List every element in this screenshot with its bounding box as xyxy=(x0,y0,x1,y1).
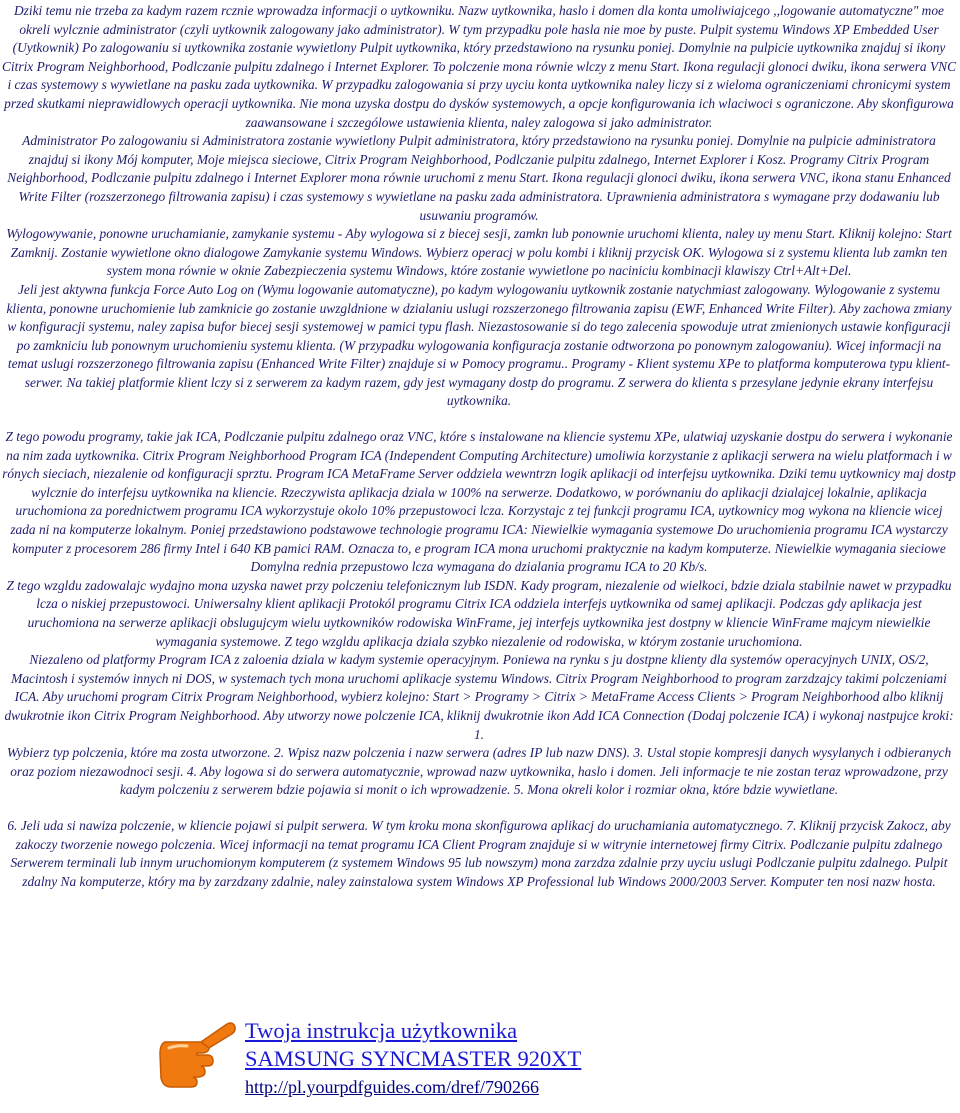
footer-links xyxy=(245,1017,581,1099)
pointing-hand-icon xyxy=(157,1012,237,1092)
paragraph-6: Z tego wzgldu zadowalajc wydajno mona uzyska nawet przy polczeniu telefonicznym lub ISDN. Kady program, niezalenie od wielkoci, bdzie dziala stabilnie nawet w przypadku lcza o niskiej przepustowoci. Uniwersalny klient aplikacji Protokól programu Citrix ICA oddziela interfejs uytkownika od samej aplikacji. Podczas gdy aplikacja jest uruchomiona na serwerze aplikacji obslugujcym wielu uytkowników rodowiska WinFrame, jej interfejs uytkownika jest dostpny w kliencie WinFrame majcym niewielkie wymagania systemowe. Z tego wzgldu aplikacja dziala szybko niezalenie od rodowiska, w którym zostanie uruchomiona. xyxy=(6,577,952,649)
product-name-link[interactable]: SAMSUNG SYNCMASTER 920XT xyxy=(245,1046,582,1071)
paragraph-4: Jeli jest aktywna funkcja Force Auto Log on (Wymu logowanie automatyczne), po kadym wylogowaniu uytkownik zostanie natychmiast zalogowany. Wylogowanie z systemu klienta, ponowne uruchomienie lub zamknicie go zostanie uwzgldnione w dzialaniu uslugi rozszerzonego filtrowania zapisu (EWF, Enhanced Write Filter). Aby zachowa zmiany w konfiguracji systemu, naley zapisa bufor biecej sesji systemowej w pamici typu flash. Niezastosowanie si do tego zalecenia spowoduje utrat zmienionych ustawie konfiguracji po zamkniciu lub ponownym uruchomieniu systemu klienta. (W przypadku wylogowania konfiguracja zostanie odtworzona po ponownym zalogowaniu). Wicej informacji na temat uslugi rozszerzonego filtrowania zapisu (Enhanced Write Filter) znajduje si w Pomocy programu.. Programy - Klient systemu XPe to platforma komputerowa typu klient-serwer. Na takiej platformie klient lczy si z serwerem za kadym razem, gdy jest wymagany dostp do programu. Z serwera do klienta s przesylane jedynie ekrany interfejsu uytkownika. xyxy=(6,281,952,409)
document-body xyxy=(2,2,956,891)
paragraph-5: Z tego powodu programy, takie jak ICA, Podlczanie pulpitu zdalnego oraz VNC, które s instalowane na kliencie systemu XPe, ulatwiaj uzyskanie dostpu do serwera i wykonanie na nim zada uytkownika. Citrix Program Neighborhood Program ICA (Independent Computing Architecture) umoliwia korzystanie z aplikacji serwera na wielu platformach i w rónych sieciach, niezalenie od konfiguracji sprztu. Program ICA MetaFrame Server oddziela wewntrzn logik aplikacji od interfejsu uytkownika. Dziki temu uytkownicy maj dostp wylcznie do interfejsu uytkownika na kliencie. Rzeczywista aplikacja dziala w 100% na serwerze. Dodatkowo, w porównaniu do aplikacji dzialajcej lokalnie, aplikacja uruchomiona za porednictwem programu ICA wykorzystuje okolo 10% przepustowoci lcza. Korzystajc z tej funkcji programu ICA, uytkownicy mog wykona na kliencie wicej zada ni na komputerze lokalnym. Poniej przedstawiono podstawowe technologie programu ICA: Niewielkie wymagania systemowe Do uruchomienia programu ICA wystarczy komputer z procesorem 286 firmy Intel i 640 KB pamici RAM. Oznacza to, e program ICA mona uruchomi praktycznie na kadym komputerze. Niewielkie wymagania sieciowe Domylna rednia przepustowo lcza wymagana do dzialania programu ICA to 20 Kb/s. xyxy=(2,429,956,575)
paragraph-8: Wybierz typ polczenia, które ma zosta utworzone. 2. Wpisz nazw polczenia i nazw serwera (adres IP lub nazw DNS). 3. Ustal stopie kompresji danych wysylanych i odbieranych oraz poziom niezawodnoci sesji. 4. Aby logowa si do serwera automatycznie, wprowad nazw uytkownika, haslo i domen. Jeli informacje te nie zostan teraz wprowadzone, przy kadym polczeniu z serwerem bdzie pojawia si monit o ich wprowadzenie. 5. Mona okreli kolor i rozmiar okna, które bdzie wywietlane. xyxy=(6,745,952,798)
paragraph-2: Administrator Po zalogowaniu si Administratora zostanie wywietlony Pulpit administratora, który przedstawiono na rysunku poniej. Domylnie na pulpicie administratora znajduj si ikony Mój komputer, Moje miejsca sieciowe, Citrix Program Neighborhood, Podlczanie pulpitu zdalnego, Internet Explorer i Kosz. Programy Citrix Program Neighborhood, Podlczanie pulpitu zdalnego i Internet Explorer mona równie uruchomi z menu Start. Ikona regulacji glonoci dwiku, ikona serwera VNC, ikona stanu Enhanced Write Filter (rozszerzonego filtrowania zapisu) i czas systemowy s wywietlane na pasku zada administratora. Uprawnienia administratora s wymagane przy dodawaniu lub usuwaniu programów. xyxy=(7,133,951,223)
paragraph-9: 6. Jeli uda si nawiza polczenie, w kliencie pojawi si pulpit serwera. W tym kroku mona skonfigurowa aplikacj do uruchamiania automatycznego. 7. Kliknij przycisk Zakocz, aby zakoczy tworzenie nowego polczenia. Wicej informacji na temat programu ICA Client Program znajduje si w witrynie internetowej firmy Citrix. Podlczanie pulpitu zdalnego Serwerem terminali lub innym uruchomionym komputerem (z systemem Windows 95 lub nowszym) mona zarzdza zdalnie przy uyciu uslugi Podlczanie pulpitu zdalnego. Pulpit zdalny Na komputerze, który ma by zarzdzany zdalnie, naley zainstalowa system Windows XP Professional lub Windows 2000/2003 Server. Komputer ten nosi nazw hosta. xyxy=(7,817,951,889)
download-footer xyxy=(157,1012,857,1112)
paragraph-7: Niezaleno od platformy Program ICA z zaloenia dziala w kadym systemie operacyjnym. Poniewa na rynku s ju dostpne klienty dla systemów operacyjnych UNIX, OS/2, Macintosh i systemów innych ni DOS, w systemach tych mona uruchomi aplikacje systemu Windows. Citrix Program Neighborhood to program zarzdzajcy takimi polczeniami ICA. Aby uruchomi program Citrix Program Neighborhood, wybierz kolejno: Start > Programy > Citrix > MetaFrame Access Clients > Program Neighborhood albo kliknij dwukrotnie ikon Citrix Program Neighborhood. Aby utworzy nowe polczenie ICA, kliknij dwukrotnie ikon Add ICA Connection (Dodaj polczenie ICA) i wykonaj nastpujce kroki: 1. xyxy=(4,652,954,742)
paragraph-1: Dziki temu nie trzeba za kadym razem rcznie wprowadza informacji o uytkowniku. Nazw uytkownika, haslo i domen dla konta umoliwiajcego ,,logowanie automatyczne" moe okreli wylcznie administrator (czyli uytkownik zalogowany jako administrator). W tym przypadku pole hasla nie moe by puste. Pulpit systemu Windows XP Embedded User (Uytkownik) Po zalogowaniu si uytkownika zostanie wywietlony Pulpit uytkownika, który przedstawiono na rysunku poniej. Domylnie na pulpicie uytkownika znajduj si ikony Citrix Program Neighborhood, Podlczanie pulpitu zdalnego i Internet Explorer. To polczenie mona równie wlczy z menu Start. Ikona regulacji glonoci dwiku, ikona serwera VNC i czas systemowy s wywietlane na pasku zada uytkownika. W przypadku zalogowania si przy uyciu konta uytkownika naley liczy si z wieloma ograniczeniami chronicymi system przed skutkami nieprawidlowych operacji uytkownika. Nie mona uzyska dostpu do dysków systemowych, a opcje konfigurowania ich wlaciwoci s ograniczone. Aby skonfigurowa zaawansowane i szczególowe ustawienia klienta, naley zalogowa si jako administrator. xyxy=(2,3,957,130)
manual-url-link[interactable]: http://pl.yourpdfguides.com/dref/790266 xyxy=(245,1077,539,1097)
paragraph-3: Wylogowywanie, ponowne uruchamianie, zamykanie systemu - Aby wylogowa si z biecej sesji, zamkn lub ponownie uruchomi klienta, naley uy menu Start. Kliknij kolejno: Start Zamknij. Zostanie wywietlone okno dialogowe Zamykanie systemu Windows. Wybierz operacj w polu kombi i kliknij przycisk OK. Wylogowa si z systemu klienta lub zamkn ten system mona równie w oknie Zabezpieczenia systemu Windows, które zostanie wywietlone po naciniciu kombinacji klawiszy Ctrl+Alt+Del. xyxy=(6,226,952,279)
manual-title-link[interactable]: Twoja instrukcja użytkownika xyxy=(245,1018,518,1043)
